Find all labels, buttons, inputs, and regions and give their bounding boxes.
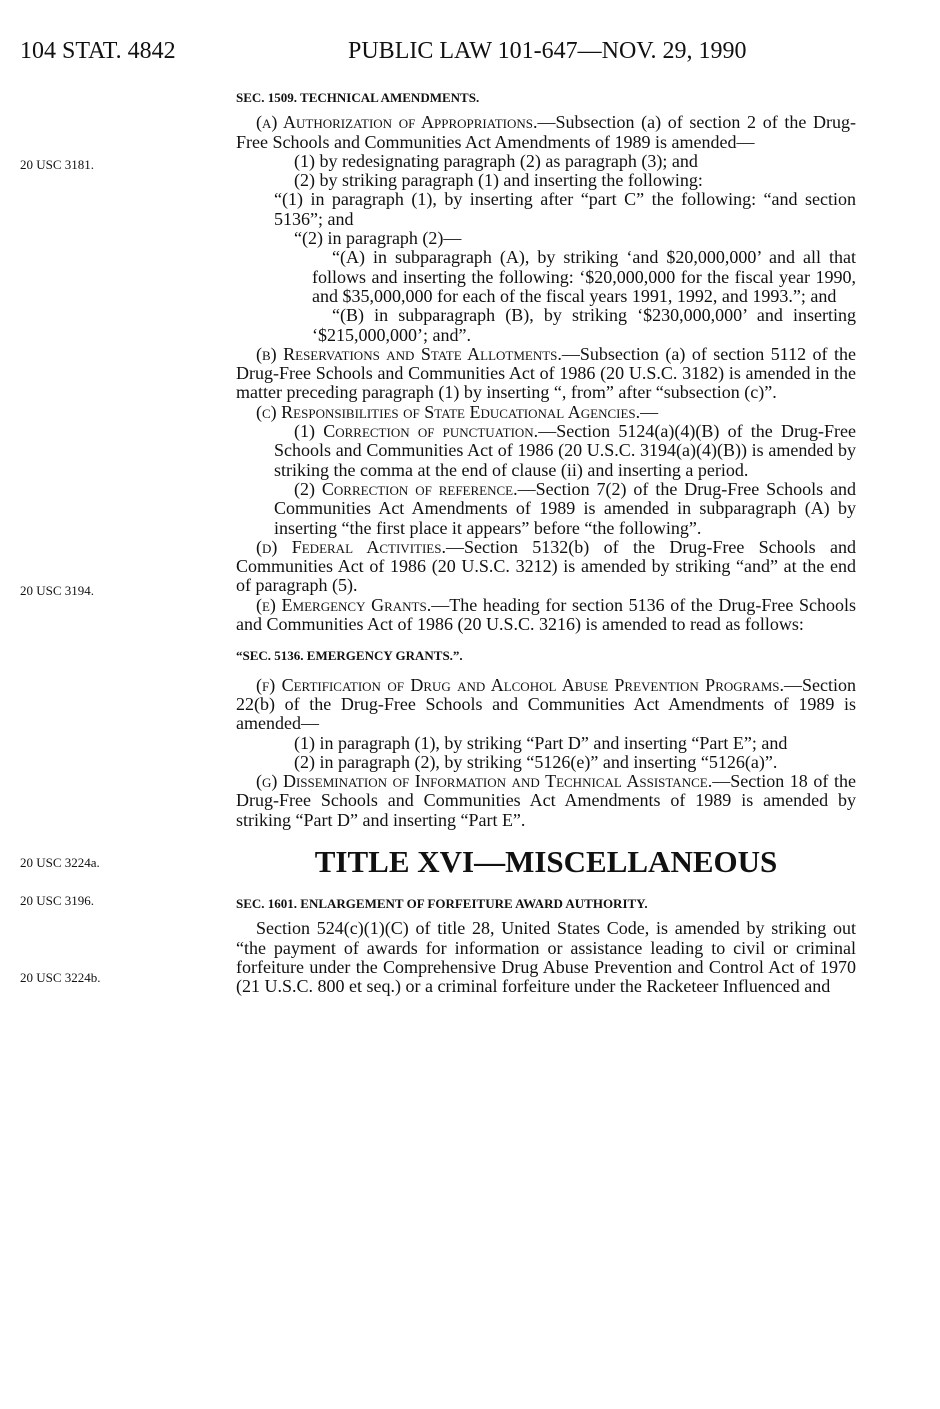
paragraph-a1: (1) by redesignating paragraph (2) as paragraph (3); and: [294, 150, 698, 171]
subsection-b-text: —Subsection (a) of section 5112 of the Drug-Free Schools and Communities Act of 1986 (20 U.S.C. 3182) is amended in the matter preceding paragraph (1) by inserting “, from” after “subsection (c)”.: [236, 343, 856, 403]
section-1601-heading: SEC. 1601. ENLARGEMENT OF FORFEITURE AWARD AUTHORITY.: [236, 895, 648, 911]
subsection-e: [236, 596, 856, 635]
paragraph-c2-heading: (2) Correction of reference.: [294, 478, 518, 499]
paragraph-f2: (2) in paragraph (2), by striking “5126(e)” and inserting “5126(a)”.: [294, 751, 778, 772]
subsection-c-heading: (c) Responsibilities of State Educational Agencies.: [256, 401, 641, 422]
main-column: [236, 86, 856, 996]
quoted-subparagraph-b: “(B) in subparagraph (B), by striking ‘$230,000,000’ and inserting ‘$215,000,000’; and”.: [312, 305, 856, 345]
subsection-g: [236, 772, 856, 830]
quoted-section-heading: “SEC. 5136. EMERGENCY GRANTS.”.: [236, 648, 463, 664]
margin-note: 20 USC 3224a.: [20, 855, 100, 870]
margin-note: 20 USC 3224b.: [20, 970, 101, 985]
title-heading: TITLE XVI—MISCELLANEOUS: [314, 843, 778, 879]
subsection-a-text: —Subsection (a) of section 2 of the Drug-Free Schools and Communities Act Amendments of 1989 is amended—: [236, 112, 856, 152]
subsection-a-heading: (a) Authorization of Appropriations.: [256, 112, 538, 133]
section-1601-text: Section 524(c)(1)(C) of title 28, United States Code, is amended by striking out “the payment of awards for information or assistance leading to civil or criminal forfeiture under the Comprehensive Drug Abuse Prevention and Control Act of 1970 (21 U.S.C. 800 et seq.) or a criminal forfeiture under the Racketeer Influenced and: [236, 918, 856, 997]
paragraph-c1-text: —Section 5124(a)(4)(B) of the Drug-Free Schools and Communities Act of 1986 (20 U.S.C. 3194(a)(4)(B)) is amended by striking the comma at the end of clause (ii) and inserting a period.: [274, 421, 856, 480]
subsection-b: [236, 345, 856, 403]
subsection-g-text: —Section 18 of the Drug-Free Schools and Communities Act Amendments of 1989 is amended by striking “Part D” and inserting “Part E”.: [236, 771, 856, 830]
paragraph-f1: (1) in paragraph (1), by striking “Part D” and inserting “Part E”; and: [294, 732, 788, 753]
paragraph-c1-heading: (1) Correction of punctuation.: [294, 421, 539, 442]
paragraph-c1: [236, 422, 856, 480]
statute-page-number: 104 STAT. 4842: [20, 38, 176, 64]
subsection-g-heading: (g) Dissemination of Information and Technical Assistance.: [256, 771, 713, 792]
margin-note: 20 USC 3196.: [20, 893, 95, 908]
subsection-a: [236, 113, 856, 152]
paragraph-a2: (2) by striking paragraph (1) and inserting the following:: [294, 170, 703, 191]
subsection-e-heading: (e) Emergency Grants.: [256, 594, 432, 615]
subsection-d-text: —Section 5132(b) of the Drug-Free Schools and Communities Act of 1986 (20 U.S.C. 3212) is amended by striking “and” at the end of paragraph (5).: [236, 536, 856, 596]
section-heading: SEC. 1509. TECHNICAL AMENDMENTS.: [236, 90, 480, 105]
paragraph-c2: [236, 480, 856, 538]
quoted-paragraph-2: “(2) in paragraph (2)—: [294, 228, 462, 249]
subsection-c-text: —: [640, 401, 659, 422]
margin-note: 20 USC 3181.: [20, 157, 95, 172]
subsection-e-text: —The heading for section 5136 of the Drug-Free Schools and Communities Act of 1986 (20 U.S.C. 3216) is amended to read as follows:: [236, 594, 856, 635]
subsection-f-heading: (f) Certification of Drug and Alcohol Abuse Prevention Programs.: [256, 674, 784, 695]
subsection-f: [236, 676, 856, 734]
subsection-f-text: —Section 22(b) of the Drug-Free Schools and Communities Act Amendments of 1989 is amended—: [236, 674, 856, 734]
margin-note: 20 USC 3194.: [20, 583, 95, 598]
subsection-d-heading: (d) Federal Activities.: [256, 536, 446, 557]
running-header-title: PUBLIC LAW 101-647—NOV. 29, 1990: [348, 38, 747, 64]
subsection-c: [236, 403, 856, 422]
subsection-d: [236, 538, 856, 596]
subsection-b-heading: (b) Reservations and State Allotments.: [256, 343, 562, 364]
quoted-paragraph-1: “(1) in paragraph (1), by inserting after “part C” the following: “and section 5136”; and: [274, 189, 856, 229]
paragraph-c2-text: —Section 7(2) of the Drug-Free Schools and Communities Act Amendments of 1989 is amended in subparagraph (A) by inserting “the first place it appears” before “the following”.: [274, 478, 856, 538]
quoted-subparagraph-a: “(A) in subparagraph (A), by striking ‘and $20,000,000’ and all that follows and inserting the following: ‘$20,000,000 for the fiscal year 1990, and $35,000,000 for each of the fiscal years 1991, 1992, and 1993.”; and: [312, 247, 856, 306]
